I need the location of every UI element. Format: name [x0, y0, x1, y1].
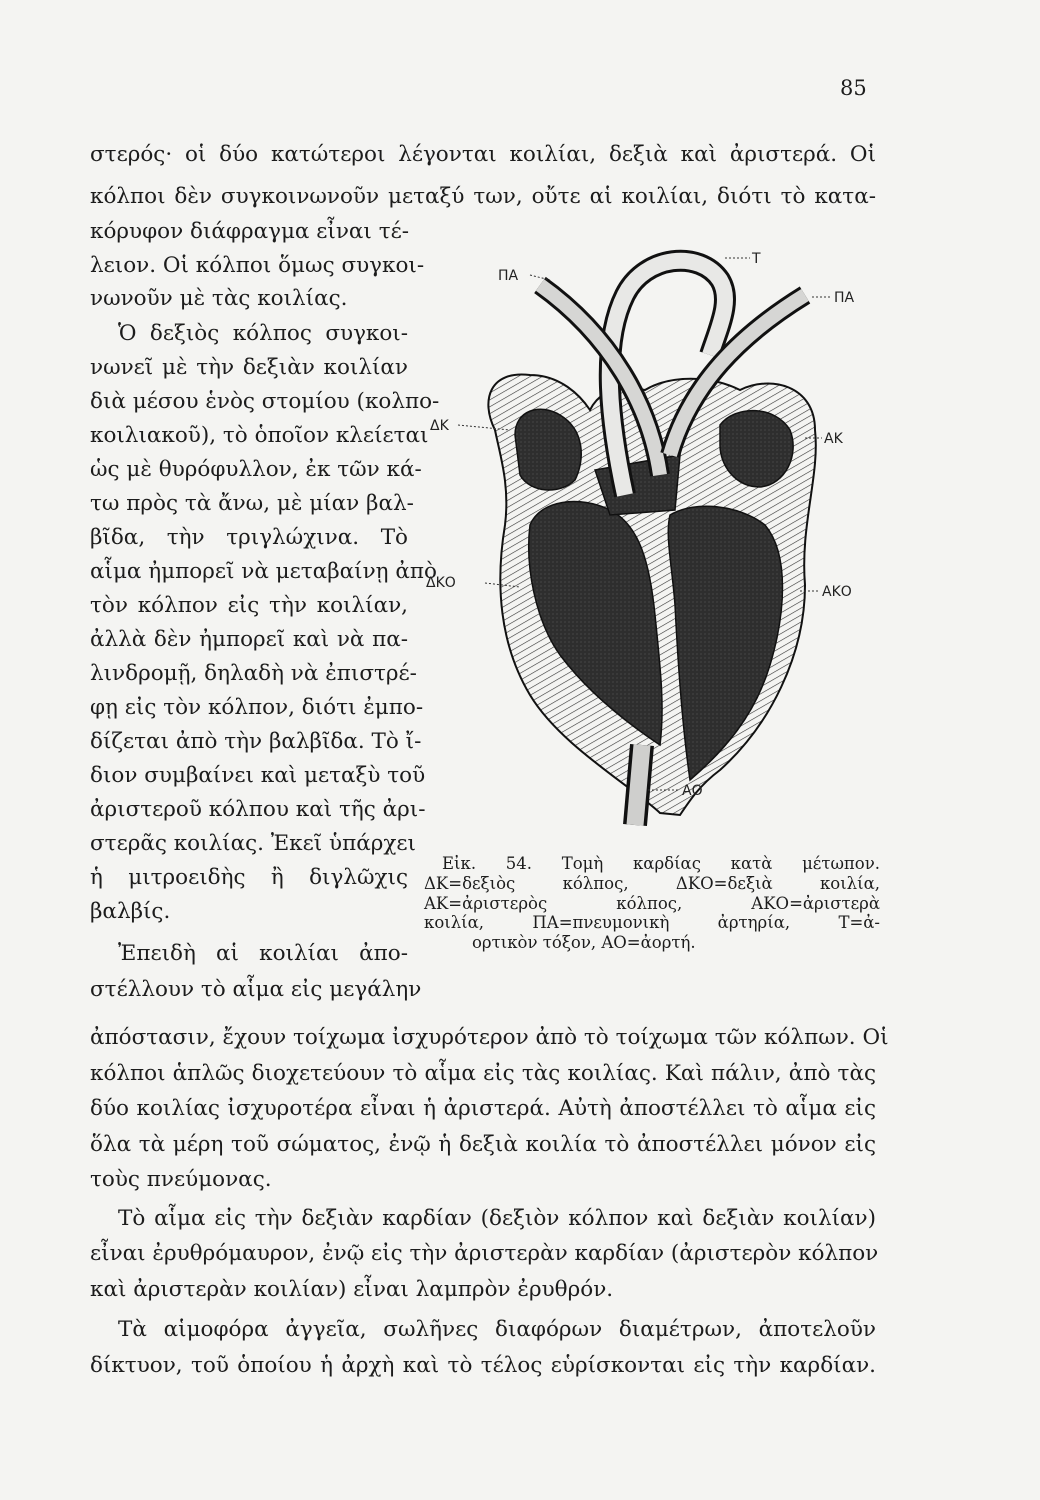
text-line: φῃ εἰς τὸν κόλπον, διότι ἐμπο-: [90, 695, 424, 720]
aorta-descending-inner: [635, 745, 642, 825]
text-line: κόρυφον διάφραγμα εἶναι τέ-: [90, 219, 409, 244]
label-dk: ΔΚ: [430, 418, 449, 434]
text-line: κοιλιακοῦ), τὸ ὁποῖον κλείεται: [90, 423, 429, 448]
label-ako: ΑΚΟ: [822, 584, 852, 600]
text-line: Ἐπειδὴ αἱ κοιλίαι ἀπο-: [118, 941, 408, 966]
label-pa-left: ΠΑ: [498, 268, 519, 284]
label-pa-right: ΠΑ: [834, 290, 855, 306]
text-line: ἀπόστασιν, ἔχουν τοίχωμα ἰσχυρότερον ἀπὸ τὸ τοίχωμα τῶν κόλπων. Οἱ: [90, 1025, 889, 1050]
text-line: στερᾶς κοιλίας. Ἐκεῖ ὑπάρχει: [90, 831, 416, 856]
caption-line: Εἰκ. 54. Τομὴ καρδίας κατὰ μέτωπον.: [442, 854, 880, 873]
text-line: τοὺς πνεύμονας.: [90, 1167, 272, 1192]
text-line: καὶ ἀριστερὰν κοιλίαν) εἶναι λαμπρὸν ἐρυθρόν.: [90, 1277, 614, 1302]
text-line: διὰ μέσου ἑνὸς στομίου (κολπο-: [90, 389, 440, 414]
caption-line: ορτικὸν τόξον, ΑΟ=ἀορτή.: [472, 933, 696, 953]
text-line: τὸν κόλπον εἰς τὴν κοιλίαν,: [90, 593, 408, 618]
text-line: ἀλλὰ δὲν ἠμπορεῖ καὶ νὰ πα-: [90, 627, 408, 652]
page-number: 85: [840, 76, 867, 100]
text-line: τω πρὸς τὰ ἄνω, μὲ μίαν βαλ-: [90, 491, 414, 516]
text-line: ὡς μὲ θυρόφυλλον, ἐκ τῶν κά-: [90, 457, 422, 482]
text-line: κόλποι δὲν συγκοινωνοῦν μεταξύ των, οὔτε αἱ κοιλίαι, διότι τὸ κατα-: [90, 184, 876, 209]
text-line: ἀριστεροῦ κόλπου καὶ τῆς ἀρι-: [90, 797, 426, 822]
text-line: Ὁ δεξιὸς κόλπος συγκοι-: [118, 321, 408, 346]
caption-line: ΔΚ=δεξιὸς κόλπος, ΔΚΟ=δεξιὰ κοιλία,: [424, 873, 880, 893]
text-line: κόλποι ἁπλῶς διοχετεύουν τὸ αἷμα εἰς τὰς κοιλίας. Καὶ πάλιν, ἀπὸ τὰς: [90, 1061, 876, 1086]
caption-line: κοιλία, ΠΑ=πνευμονικὴ ἀρτηρία, Τ=ἀ-: [424, 913, 880, 933]
label-ao: ΑΟ: [682, 783, 703, 799]
text-line: αἷμα ἠμπορεῖ νὰ μεταβαίνῃ ἀπὸ: [90, 559, 437, 584]
text-line: βῖδα, τὴν τριγλώχινα. Τὸ: [90, 525, 408, 550]
text-line: Τὰ αἱμοφόρα ἀγγεῖα, σωλῆνες διαφόρων διαμέτρων, ἀποτελοῦν: [118, 1317, 876, 1342]
label-t: Τ: [752, 251, 761, 267]
text-line: λειον. Οἱ κόλποι ὅμως συγκοι-: [90, 253, 425, 278]
text-line: νωνεῖ μὲ τὴν δεξιὰν κοιλίαν: [90, 355, 408, 380]
text-line: ὅλα τὰ μέρη τοῦ σώματος, ἐνῷ ἡ δεξιὰ κοιλία τὸ ἀποστέλλει μόνον εἰς: [90, 1132, 876, 1157]
text-line: Τὸ αἷμα εἰς τὴν δεξιὰν καρδίαν (δεξιὸν κόλπον καὶ δεξιὰν κοιλίαν): [118, 1206, 876, 1231]
text-line: λινδρομῇ, δηλαδὴ νὰ ἐπιστρέ-: [90, 661, 417, 686]
figure-caption: [424, 854, 880, 953]
text-line: ἡ μιτροειδὴς ἢ διγλῶχις: [90, 865, 408, 890]
label-ak: ΑΚ: [824, 431, 843, 447]
label-dko: ΔΚΟ: [426, 575, 456, 591]
text-line: εἶναι ἐρυθρόμαυρον, ἐνῷ εἰς τὴν ἀριστερὰν καρδίαν (ἀριστερὸν κόλπον: [90, 1241, 879, 1266]
caption-line: ΑΚ=ἀριστερὸς κόλπος, ΑΚΟ=ἀριστερὰ: [424, 893, 880, 913]
text-line: νωνοῦν μὲ τὰς κοιλίας.: [90, 286, 348, 311]
text-line: βαλβίς.: [90, 899, 171, 924]
text-line: δύο κοιλίας ἰσχυροτέρα εἶναι ἡ ἀριστερά. Αὐτὴ ἀποστέλλει τὸ αἷμα εἰς: [90, 1096, 876, 1121]
text-line: στέλλουν τὸ αἷμα εἰς μεγάλην: [90, 977, 422, 1002]
text-line: στερός· οἱ δύο κατώτεροι λέγονται κοιλίαι, δεξιὰ καὶ ἀριστερά. Οἱ: [90, 142, 876, 167]
text-line: δίκτυον, τοῦ ὁποίου ἡ ἀρχὴ καὶ τὸ τέλος εὑρίσκονται εἰς τὴν καρδίαν.: [90, 1353, 876, 1378]
left-ventricle: [668, 506, 782, 780]
text-line: διον συμβαίνει καὶ μεταξὺ τοῦ: [90, 763, 426, 788]
text-line: δίζεται ἀπὸ τὴν βαλβῖδα. Τὸ ἴ-: [90, 729, 422, 754]
heart-section-figure: [420, 225, 880, 855]
